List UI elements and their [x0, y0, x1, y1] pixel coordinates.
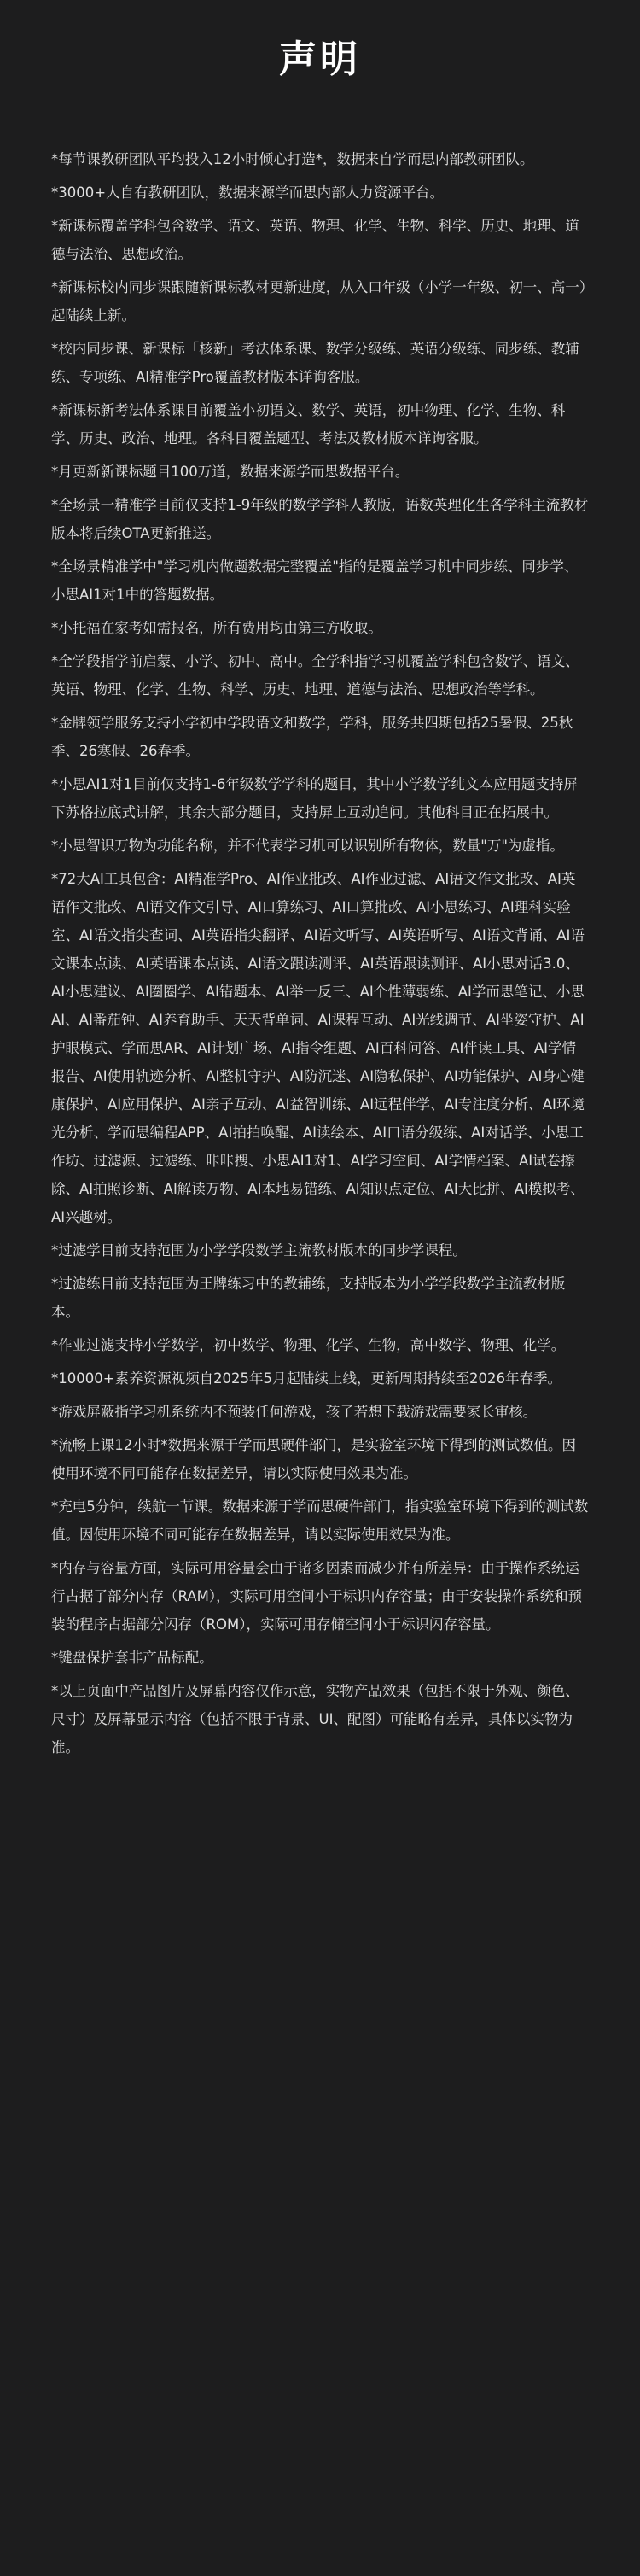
note-item: *过滤练目前支持范围为王牌练习中的教辅练，支持版本为小学学段数学主流教材版本。 [51, 1276, 566, 1320]
note-item: *全场景精准学中"学习机内做题数据完整覆盖"指的是覆盖学习机中同步练、同步学、小思AI1对1中的答题数据。 [51, 558, 579, 603]
note-item: *内存与容量方面，实际可用容量会由于诸多因素而减少并有所差异：由于操作系统运行占据了部分内存（RAM），实际可用空间小于标识内存容量；由于安装操作系统和预装的程序占据部分闪存（ROM），实际可用存储空间小于标识闪存容量。 [51, 1560, 583, 1633]
note-item: *10000+素养资源视频自2025年5月起陆续上线，更新周期持续至2026年春季。 [51, 1370, 562, 1387]
note-item: *月更新新课标题目100万道，数据来源学而思数据平台。 [51, 464, 410, 480]
notes-list [51, 145, 589, 1761]
note-item: *每节课教研团队平均投入12小时倾心打造*，数据来自学而思内部教研团队。 [51, 151, 534, 167]
note-item: *新课标新考法体系课目前覆盖小初语文、数学、英语，初中物理、化学、生物、科学、历史、政治、地理。各科目覆盖题型、考法及教材版本详询客服。 [51, 402, 566, 447]
note-item: *过滤学目前支持范围为小学学段数学主流教材版本的同步学课程。 [51, 1242, 467, 1259]
note-item: *流畅上课12小时*数据来源于学而思硬件部门，是实验室环境下得到的测试数值。因使用环境不同可能存在数据差异，请以实际使用效果为准。 [51, 1437, 576, 1481]
note-item: *72大AI工具包含：AI精准学Pro、AI作业批改、AI作业过滤、AI语文作文批改、AI英语作文批改、AI语文作文引导、AI口算练习、AI口算批改、AI小思练习、AI理科实验室、AI语文指尖查词、AI英语指尖翻译、AI语文听写、AI英语听写、AI语文背诵、AI语文课本点读、AI英语课本点读、AI语文跟读测评、AI英语跟读测评、AI小思对话3.0、AI小思建议、AI圈圈学、AI错题本、AI举一反三、AI个性薄弱练、AI学而思笔记、小思AI、AI番茄钟、AI养育助手、天天背单词、AI课程互动、AI光线调节、AI坐姿守护、AI护眼模式、学而思AR、AI计划广场、AI指令组题、AI百科问答、AI伴读工具、AI学情报告、AI使用轨迹分析、AI整机守护、AI防沉迷、AI隐私保护、AI功能保护、AI身心健康保护、AI应用保护、AI亲子互动、AI益智训练、AI远程伴学、AI专注度分析、AI环境光分析、学而思编程APP、AI拍拍唤醒、AI读绘本、AI口语分级练、AI对话学、小思工作坊、过滤源、过滤练、咔咔搜、小思AI1对1、AI学习空间、AI学情档案、AI试卷擦除、AI拍照诊断、AI解读万物、AI本地易错练、AI知识点定位、AI大比拼、AI模拟考、AI兴趣树。 [51, 871, 585, 1225]
note-item: *小思AI1对1目前仅支持1-6年级数学学科的题目，其中小学数学纯文本应用题支持屏下苏格拉底式讲解，其余大部分题目，支持屏上互动追问。其他科目正在拓展中。 [51, 776, 578, 821]
page-title: 声明 [279, 38, 361, 81]
note-item: *小托福在家考如需报名，所有费用均由第三方收取。 [51, 620, 382, 636]
note-item: *新课标覆盖学科包含数学、语文、英语、物理、化学、生物、科学、历史、地理、道德与法治、思想政治。 [51, 218, 579, 262]
note-item: *全场景一精准学目前仅支持1-9年级的数学学科人教版，语数英理化生各学科主流教材版本将后续OTA更新推送。 [51, 497, 589, 541]
note-item: *全学段指学前启蒙、小学、初中、高中。全学科指学习机覆盖学科包含数学、语文、英语、物理、化学、生物、科学、历史、地理、道德与法治、思想政治等学科。 [51, 653, 579, 698]
note-item: *以上页面中产品图片及屏幕内容仅作示意，实物产品效果（包括不限于外观、颜色、尺寸）及屏幕显示内容（包括不限于背景、UI、配图）可能略有差异，具体以实物为准。 [51, 1683, 579, 1755]
note-item: *3000+人自有教研团队，数据来源学而思内部人力资源平台。 [51, 184, 445, 201]
note-item: *新课标校内同步课跟随新课标教材更新进度，从入口年级（小学一年级、初一、高一）起陆续上新。 [51, 279, 586, 324]
note-item: *作业过滤支持小学数学，初中数学、物理、化学、生物，高中数学、物理、化学。 [51, 1337, 566, 1353]
note-item: *金牌领学服务支持小学初中学段语文和数学，学科，服务共四期包括25暑假、25秋季、26寒假、26春季。 [51, 715, 573, 759]
note-item: *充电5分钟，续航一节课。数据来源于学而思硬件部门，指实验室环境下得到的测试数值。因使用环境不同可能存在数据差异，请以实际使用效果为准。 [51, 1498, 589, 1543]
note-item: *校内同步课、新课标「核新」考法体系课、数学分级练、英语分级练、同步练、教辅练、专项练、AI精准学Pro覆盖教材版本详询客服。 [51, 341, 579, 385]
note-item: *键盘保护套非产品标配。 [51, 1650, 213, 1666]
note-item: *小思智识万物为功能名称，并不代表学习机可以识别所有物体，数量"万"为虚指。 [51, 838, 564, 854]
note-item: *游戏屏蔽指学习机系统内不预装任何游戏，孩子若想下载游戏需要家长审核。 [51, 1404, 538, 1420]
